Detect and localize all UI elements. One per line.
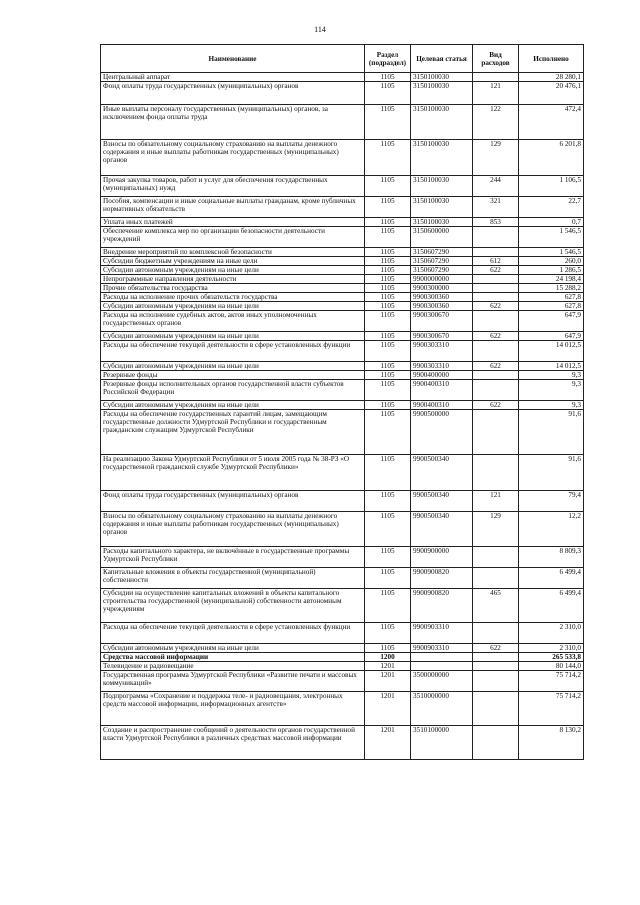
cell-ispolneno: 2 310,0 (519, 644, 584, 653)
cell-razdel: 1105 (365, 332, 411, 341)
cell-vid (473, 653, 519, 662)
table-row (101, 671, 584, 692)
cell-name: Фонд оплаты труда государственных (муниципальных) органов (101, 82, 365, 105)
table-row (101, 547, 584, 568)
table-row (101, 380, 584, 401)
cell-statya: 3150600000 (411, 227, 473, 248)
cell-vid (473, 726, 519, 760)
cell-name: Расходы капитального характера, не включённые в государственные программы Удмуртской Республики (101, 547, 365, 568)
cell-vid (473, 341, 519, 362)
cell-statya (411, 653, 473, 662)
cell-vid: 121 (473, 82, 519, 105)
cell-razdel: 1105 (365, 410, 411, 455)
table-row (101, 248, 584, 257)
cell-razdel: 1105 (365, 275, 411, 284)
cell-statya: 3150607290 (411, 266, 473, 275)
table-row (101, 197, 584, 218)
cell-ispolneno: 8 809,3 (519, 547, 584, 568)
cell-name: Прочие обязательства государства (101, 284, 365, 293)
cell-ispolneno: 6 499,4 (519, 568, 584, 589)
cell-razdel: 1201 (365, 726, 411, 760)
cell-razdel: 1105 (365, 547, 411, 568)
cell-razdel: 1105 (365, 293, 411, 302)
table-row (101, 341, 584, 362)
cell-statya: 3510100000 (411, 726, 473, 760)
cell-ispolneno: 627,8 (519, 302, 584, 311)
cell-razdel: 1105 (365, 380, 411, 401)
cell-ispolneno: 6 201,8 (519, 140, 584, 176)
cell-vid (473, 692, 519, 726)
cell-statya: 3150100030 (411, 197, 473, 218)
cell-statya: 3510000000 (411, 692, 473, 726)
header-razdel: Раздел (подраздел) (365, 45, 411, 73)
cell-razdel: 1105 (365, 401, 411, 410)
cell-razdel: 1105 (365, 512, 411, 547)
cell-ispolneno: 28 280,1 (519, 73, 584, 82)
cell-vid (473, 284, 519, 293)
cell-razdel: 1105 (365, 311, 411, 332)
cell-statya: 9900400310 (411, 380, 473, 401)
cell-ispolneno: 12,2 (519, 512, 584, 547)
cell-vid (473, 371, 519, 380)
cell-razdel: 1105 (365, 284, 411, 293)
table-row (101, 653, 584, 662)
header-statya: Целевая статья (411, 45, 473, 73)
table-row (101, 218, 584, 227)
cell-ispolneno: 91,6 (519, 455, 584, 491)
cell-name: Обеспечение комплекса мер по организации безопасности деятельности учреждений (101, 227, 365, 248)
cell-name: Уплата иных платежей (101, 218, 365, 227)
table-row (101, 512, 584, 547)
cell-vid: 612 (473, 257, 519, 266)
table-row (101, 662, 584, 671)
cell-name: Расходы на обеспечение государственных гарантий лицам, замещающим государственные должности Удмуртской Республики и государственным гражданским служащим Удмуртской Республики (101, 410, 365, 455)
cell-statya: 9900300000 (411, 284, 473, 293)
table-row (101, 266, 584, 275)
cell-razdel: 1105 (365, 371, 411, 380)
cell-razdel: 1105 (365, 227, 411, 248)
cell-razdel: 1105 (365, 257, 411, 266)
cell-vid (473, 293, 519, 302)
cell-vid: 622 (473, 362, 519, 371)
cell-ispolneno: 627,8 (519, 293, 584, 302)
page-number: 114 (314, 25, 326, 34)
cell-statya: 3150100030 (411, 218, 473, 227)
cell-razdel: 1105 (365, 302, 411, 311)
cell-statya: 3150100030 (411, 140, 473, 176)
table-row (101, 623, 584, 644)
cell-name: Субсидии на осуществление капитальных вложений в объекты капитального строительства государственной (муниципальной) собственности автономным учреждениям (101, 589, 365, 623)
cell-razdel: 1105 (365, 644, 411, 653)
cell-statya: 3150607290 (411, 248, 473, 257)
cell-statya: 9900500340 (411, 491, 473, 512)
table-row (101, 73, 584, 82)
cell-name: Расходы на исполнение прочих обязательств государства (101, 293, 365, 302)
cell-ispolneno: 472,4 (519, 105, 584, 140)
cell-ispolneno: 91,6 (519, 410, 584, 455)
cell-statya: 9900900820 (411, 568, 473, 589)
cell-ispolneno: 0,7 (519, 218, 584, 227)
cell-statya: 3150100030 (411, 73, 473, 82)
table-row (101, 140, 584, 176)
cell-name: Непрограммные направления деятельности (101, 275, 365, 284)
cell-vid: 122 (473, 105, 519, 140)
table-row (101, 176, 584, 197)
cell-vid: 244 (473, 176, 519, 197)
cell-vid (473, 311, 519, 332)
table-row (101, 491, 584, 512)
table-row (101, 302, 584, 311)
cell-razdel: 1105 (365, 266, 411, 275)
cell-vid (473, 662, 519, 671)
cell-razdel: 1105 (365, 73, 411, 82)
cell-statya: 9900400000 (411, 371, 473, 380)
cell-name: Расходы на исполнение судебных актов, актов иных уполномоченных государственных органов (101, 311, 365, 332)
cell-ispolneno: 2 310,0 (519, 623, 584, 644)
cell-name: Средства массовой информации (101, 653, 365, 662)
cell-statya: 3150100030 (411, 105, 473, 140)
cell-razdel: 1105 (365, 362, 411, 371)
cell-ispolneno: 75 714,2 (519, 671, 584, 692)
cell-ispolneno: 1 106,5 (519, 176, 584, 197)
cell-ispolneno: 1 546,5 (519, 248, 584, 257)
cell-ispolneno: 9,3 (519, 371, 584, 380)
table-row (101, 371, 584, 380)
table-row (101, 401, 584, 410)
cell-razdel: 1105 (365, 248, 411, 257)
cell-name: Государственная программа Удмуртской Республики «Развитие печати и массовых коммуникаций» (101, 671, 365, 692)
table-row (101, 726, 584, 760)
cell-razdel: 1105 (365, 568, 411, 589)
cell-vid: 465 (473, 589, 519, 623)
cell-ispolneno: 1 286,5 (519, 266, 584, 275)
cell-statya: 3150607290 (411, 257, 473, 266)
table-row (101, 275, 584, 284)
cell-ispolneno: 20 476,1 (519, 82, 584, 105)
table-row (101, 332, 584, 341)
cell-ispolneno: 9,3 (519, 401, 584, 410)
table-row (101, 311, 584, 332)
cell-vid: 121 (473, 491, 519, 512)
cell-statya: 3150100030 (411, 82, 473, 105)
cell-razdel: 1105 (365, 491, 411, 512)
cell-vid (473, 227, 519, 248)
cell-ispolneno: 15 288,2 (519, 284, 584, 293)
header-name: Наименование (101, 45, 365, 73)
cell-name: Центральный аппарат (101, 73, 365, 82)
cell-razdel: 1105 (365, 197, 411, 218)
cell-name: Фонд оплаты труда государственных (муниципальных) органов (101, 491, 365, 512)
cell-name: Взносы по обязательному социальному страхованию на выплаты денежного содержания и иные выплаты работникам государственных (муниципальных) органов (101, 140, 365, 176)
cell-name: Расходы на обеспечение текущей деятельности в сфере установленных функции (101, 623, 365, 644)
header-ispolneno: Исполнено (519, 45, 584, 73)
cell-vid (473, 455, 519, 491)
cell-vid (473, 671, 519, 692)
cell-vid: 321 (473, 197, 519, 218)
cell-razdel: 1105 (365, 218, 411, 227)
cell-razdel: 1201 (365, 692, 411, 726)
cell-statya: 9900300670 (411, 332, 473, 341)
cell-name: Субсидии автономным учреждениям на иные цели (101, 644, 365, 653)
cell-vid: 129 (473, 140, 519, 176)
cell-razdel: 1105 (365, 140, 411, 176)
cell-name: Субсидии автономным учреждениям на иные цели (101, 362, 365, 371)
cell-vid: 622 (473, 644, 519, 653)
cell-statya: 9900300360 (411, 302, 473, 311)
cell-vid (473, 623, 519, 644)
cell-statya: 9900300360 (411, 293, 473, 302)
table-row (101, 284, 584, 293)
cell-razdel: 1105 (365, 176, 411, 197)
cell-ispolneno: 647,9 (519, 332, 584, 341)
cell-ispolneno: 22,7 (519, 197, 584, 218)
cell-name: Субсидии автономным учреждениям на иные цели (101, 266, 365, 275)
cell-vid (473, 568, 519, 589)
table-row (101, 410, 584, 455)
cell-vid (473, 410, 519, 455)
cell-statya: 9900303310 (411, 362, 473, 371)
cell-name: Подпрограмма «Сохранение и поддержка теле- и радиовещания, электронных средств массовой информации, информационных агентств» (101, 692, 365, 726)
cell-vid: 622 (473, 401, 519, 410)
cell-razdel: 1105 (365, 82, 411, 105)
cell-ispolneno: 265 533,8 (519, 653, 584, 662)
cell-razdel: 1200 (365, 653, 411, 662)
cell-vid (473, 380, 519, 401)
cell-vid: 622 (473, 302, 519, 311)
cell-vid: 853 (473, 218, 519, 227)
table-row (101, 257, 584, 266)
cell-ispolneno: 79,4 (519, 491, 584, 512)
cell-razdel: 1105 (365, 623, 411, 644)
cell-name: Капитальные вложения в объекты государственной (муниципальной) собственности (101, 568, 365, 589)
cell-statya: 9900303310 (411, 341, 473, 362)
cell-vid (473, 248, 519, 257)
cell-razdel: 1105 (365, 341, 411, 362)
budget-table (100, 44, 584, 760)
cell-statya: 9900900000 (411, 547, 473, 568)
cell-name: Взносы по обязательному социальному страхованию на выплаты денежного содержания и иные выплаты работникам государственных (муниципальных) органов (101, 512, 365, 547)
cell-statya: 3500000000 (411, 671, 473, 692)
cell-name: Телевидение и радиовещание (101, 662, 365, 671)
cell-name: Иные выплаты персоналу государственных (муниципальных) органов, за исключением фонда оплаты труда (101, 105, 365, 140)
cell-name: Прочая закупка товаров, работ и услуг для обеспечения государственных (муниципальных) нужд (101, 176, 365, 197)
table-body (101, 73, 584, 760)
table-header-row (101, 45, 584, 73)
cell-ispolneno: 8 130,2 (519, 726, 584, 760)
cell-vid (473, 547, 519, 568)
cell-name: Пособия, компенсации и иные социальные выплаты гражданам, кроме публичных нормативных обязательств (101, 197, 365, 218)
cell-name: Субсидии автономным учреждениям на иные цели (101, 401, 365, 410)
cell-razdel: 1105 (365, 455, 411, 491)
cell-vid (473, 275, 519, 284)
cell-ispolneno: 14 012,5 (519, 362, 584, 371)
cell-statya: 9900400310 (411, 401, 473, 410)
table-row (101, 644, 584, 653)
cell-name: Расходы на обеспечение текущей деятельности в сфере установленных функции (101, 341, 365, 362)
cell-name: Субсидии автономным учреждениям на иные цели (101, 332, 365, 341)
cell-name: Создание и распространение сообщений о деятельности органов государственной власти Удмуртской Республики в различных средствах массовой информации (101, 726, 365, 760)
table-row (101, 589, 584, 623)
table-row (101, 82, 584, 105)
cell-statya: 9900903310 (411, 644, 473, 653)
cell-name: Резервные фонды (101, 371, 365, 380)
table-row (101, 568, 584, 589)
cell-ispolneno: 14 012,5 (519, 341, 584, 362)
cell-vid: 129 (473, 512, 519, 547)
cell-razdel: 1201 (365, 671, 411, 692)
cell-name: Внедрение мероприятий по комплексной безопасности (101, 248, 365, 257)
cell-razdel: 1105 (365, 589, 411, 623)
cell-name: На реализацию Закона Удмуртской Республики от 5 июля 2005 года № 38-РЗ «О государственной гражданской службе Удмуртской Республики» (101, 455, 365, 491)
cell-ispolneno: 6 499,4 (519, 589, 584, 623)
cell-ispolneno: 75 714,2 (519, 692, 584, 726)
cell-razdel: 1201 (365, 662, 411, 671)
cell-statya (411, 662, 473, 671)
table-row (101, 362, 584, 371)
cell-statya: 9900500000 (411, 410, 473, 455)
cell-ispolneno: 9,3 (519, 380, 584, 401)
cell-ispolneno: 24 198,4 (519, 275, 584, 284)
cell-statya: 3150100030 (411, 176, 473, 197)
header-vid: Вид расходов (473, 45, 519, 73)
table-row (101, 293, 584, 302)
cell-ispolneno: 80 144,0 (519, 662, 584, 671)
cell-ispolneno: 260,0 (519, 257, 584, 266)
cell-name: Субсидии автономным учреждениям на иные цели (101, 302, 365, 311)
table-row (101, 455, 584, 491)
cell-name: Субсидии бюджетным учреждениям на иные цели (101, 257, 365, 266)
table-row (101, 105, 584, 140)
cell-razdel: 1105 (365, 105, 411, 140)
cell-vid: 622 (473, 332, 519, 341)
table-row (101, 692, 584, 726)
cell-statya: 9900300670 (411, 311, 473, 332)
cell-statya: 9900900820 (411, 589, 473, 623)
cell-statya: 9900000000 (411, 275, 473, 284)
cell-vid (473, 73, 519, 82)
cell-statya: 9900903310 (411, 623, 473, 644)
cell-ispolneno: 1 546,5 (519, 227, 584, 248)
cell-statya: 9900500340 (411, 455, 473, 491)
cell-ispolneno: 647,9 (519, 311, 584, 332)
cell-name: Резервные фонды исполнительных органов государственной власти субъектов Российской Федерации (101, 380, 365, 401)
cell-vid: 622 (473, 266, 519, 275)
table-row (101, 227, 584, 248)
cell-statya: 9900500340 (411, 512, 473, 547)
